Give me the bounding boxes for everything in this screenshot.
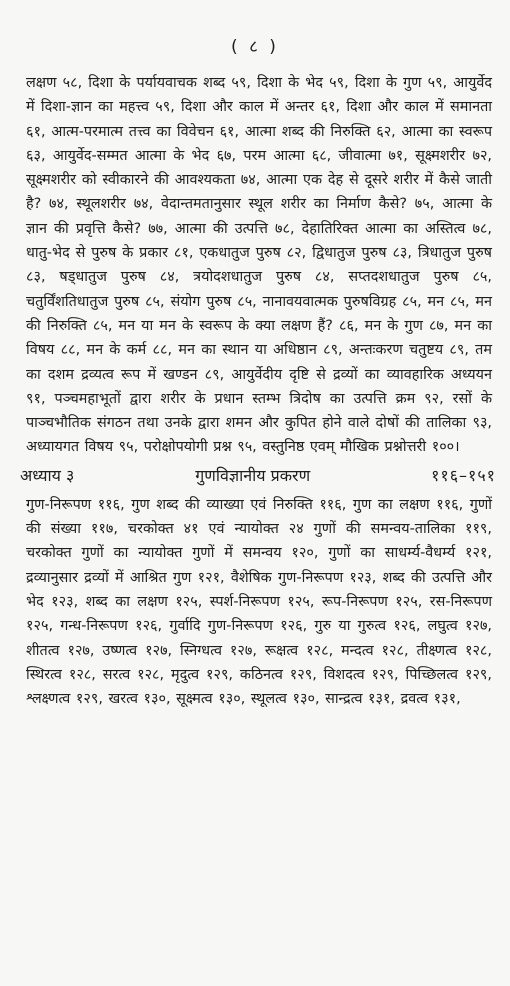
chapter-heading	[20, 463, 496, 489]
contents-paragraph-chapter-3: गुण-निरूपण ११६, गुण शब्द की व्याख्या एवं निरुक्ति ११६, गुण का लक्षण ११६, गुणों की संख्या ११७, चरकोक्त ४१ एवं न्यायोक्त २४ गुणों की समन्वय-तालिका ११९, चरकोक्त गुणों का न्यायोक्त गुणों में समन्वय १२०, गुणों का साधर्म्य-वैधर्म्य १२१, द्रव्यानुसार द्रव्यों में आश्रित गुण १२१, वैशेषिक गुण-निरूपण १२३, शब्द की उत्पत्ति और भेद १२३, शब्द का लक्षण १२५, स्पर्श-निरूपण १२५, रूप-निरूपण १२५, रस-निरूपण १२५, गन्ध-निरूपण १२६, गुर्वादि गुण-निरूपण १२६, गुरु या गुरुत्व १२६, लघुत्व १२७, शीतत्व १२७, उष्णत्व १२७, स्निग्धत्व १२७, रूक्षत्व १२८, मन्दत्व १२८, तीक्ष्णत्व १२८, स्थिरत्व १२८, सरत्व १२८, मृदुत्व १२९, कठिनत्व १२९, विशदत्व १२९, पिच्छिलत्व १२९, श्लक्ष्णत्व १२९, खरत्व १३०, सूक्ष्मत्व १३०, स्थूलत्व १३०, सान्द्रत्व १३१, द्रवत्व १३१,	[26, 496, 492, 708]
contents-body	[20, 71, 496, 711]
chapter-page-range: ११६–१५१	[431, 465, 496, 485]
page-number: ( ८ )	[231, 37, 279, 57]
chapter-title: गुणविज्ञानीय प्रकरण	[195, 465, 311, 485]
chapter-number: अध्याय ३	[20, 465, 75, 485]
contents-paragraph-chapter-2-continued: लक्षण ५८, दिशा के पर्यायवाचक शब्द ५९, दिशा के भेद ५९, दिशा के गुण ५९, आयुर्वेद में दिशा-ज्ञान का महत्त्व ५९, दिशा और काल में अन्तर ६१, दिशा और काल में समानता ६१, आत्म-परमात्म तत्त्व का विवेचन ६१, आत्मा शब्द की निरुक्ति ६२, आत्मा का स्वरूप ६३, आयुर्वेद-सम्मत आत्मा के भेद ६७, परम आत्मा ६८, जीवात्मा ७१, सूक्ष्मशरीर ७२, सूक्ष्मशरीर को स्वीकारने की आवश्यकता ७४, आत्मा एक देह से दूसरे शरीर में कैसे जाती है? ७४, स्थूलशरीर ७४, वेदान्तमतानुसार स्थूल शरीर का निर्माण कैसे? ७५, आत्मा के ज्ञान की प्रवृत्ति कैसे? ७७, आत्मा की उत्पत्ति ७८, देहातिरिक्त आत्मा का अस्तित्व ७८, धातु-भेद से पुरुष के प्रकार ८१, एकधातुज पुरुष ८२, द्विधातुज पुरुष ८३, त्रिधातुज पुरुष ८३, षड्धातुज पुरुष ८४, त्रयोदशधातुज पुरुष ८४, सप्तदशधातुज पुरुष ८५, चतुर्विंशतिधातुज पुरुष ८५, संयोग पुरुष ८५, नानावयवात्मक पुरुषविग्रह ८५, मन ८५, मन की निरुक्ति ८५, मन या मन के स्वरूप के क्या लक्षण हैं? ८६, मन के गुण ८७, मन का विषय ८८, मन के कर्म ८८, मन का स्थान या अधिष्ठान ८९, अन्तःकरण चतुष्टय ८९, तम का दशम द्रव्यत्व रूप में खण्डन ८९, आयुर्वेदीय दृष्टि से द्रव्यों का व्यावहारिक अध्ययन ९१, पञ्चमहाभूतों द्वारा शरीर के प्रधान स्तम्भ त्रिदोष का उत्पत्ति क्रम ९२, रसों के पाञ्चभौतिक संगठन तथा उनके द्वारा शमन और कुपित होने वाले दोषों की तालिका ९३, अध्यायगत विषय ९५, परोक्षोपयोगी प्रश्न ९५, वस्तुनिष्ठ एवम् मौखिक प्रश्नोत्तरी १००।	[26, 75, 492, 456]
